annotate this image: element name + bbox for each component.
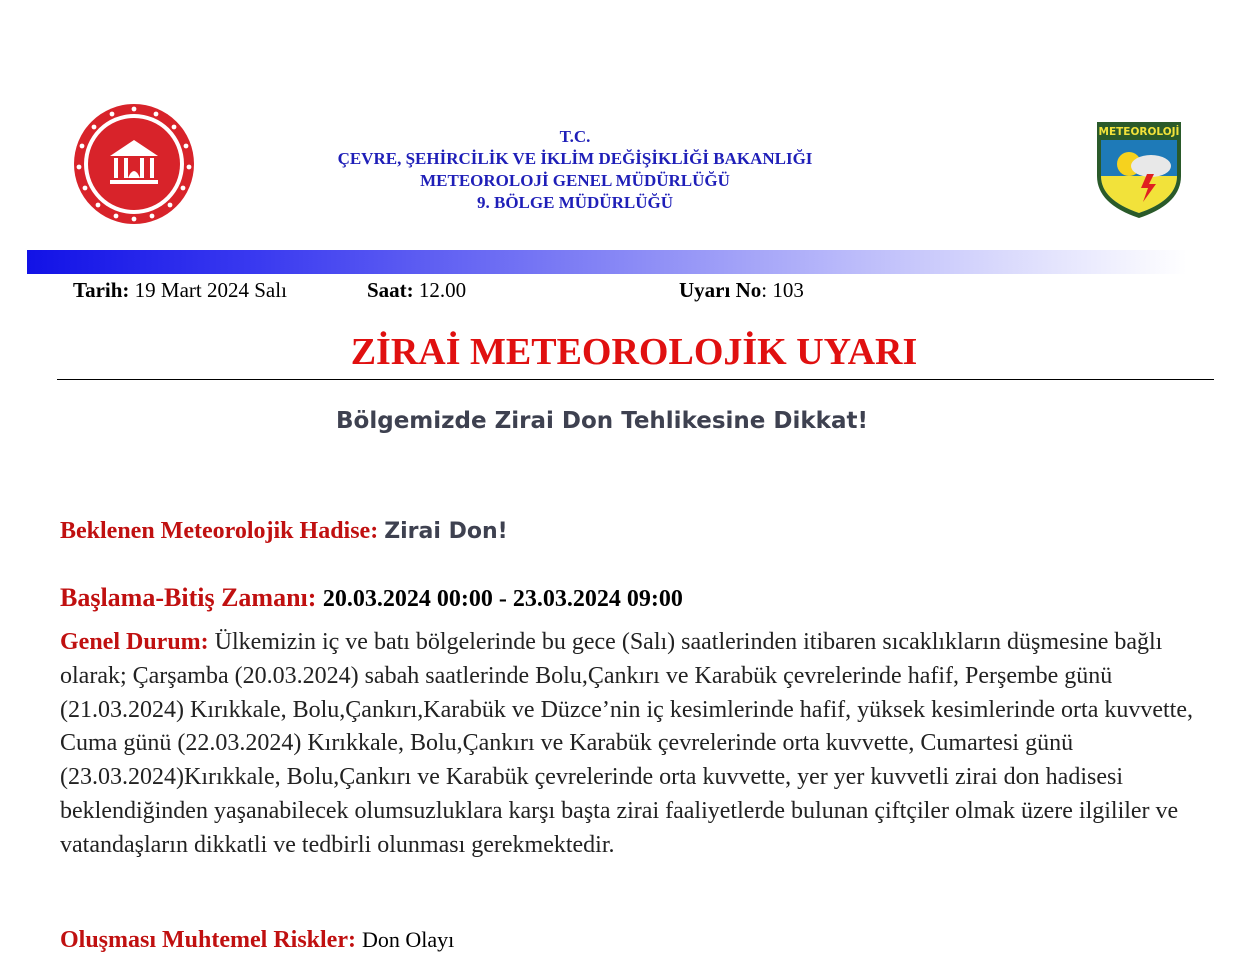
date-field [73, 278, 287, 303]
page-title: ZİRAİ METEOROLOJİK UYARI [350, 331, 918, 373]
time-label: Saat: [367, 278, 414, 302]
warning-number-field [679, 278, 804, 303]
ministry-logo [70, 100, 198, 228]
time-field [367, 278, 466, 303]
ministry-emblem-icon [70, 100, 198, 228]
header-block [240, 126, 910, 214]
possible-risks [60, 927, 454, 954]
warning-value: 103 [772, 278, 804, 302]
expected-event [60, 518, 508, 545]
meteorology-shield-icon [1093, 118, 1185, 220]
warning-separator: : [761, 278, 768, 302]
header-tc: T.C. [559, 127, 591, 146]
general-situation-text: Ülkemizin iç ve batı bölgelerinde bu gece (Salı) saatlerinden itibaren sıcaklıkların düşmesine bağlı olarak; Çarşamba (20.03.2024) sabah saatlerinde Bolu,Çankırı ve Karabük çevrelerinde hafif, Perşembe günü (21.03.2024) Kırıkkale, Bolu,Çankırı,Karabük ve Düzce’nin iç kesimlerinde hafif, yüksek kesimlerinde orta kuvvette, Cuma günü (22.03.2024) Kırıkkale, Bolu,Çankırı ve Karabük çevrelerinde orta kuvvette, Cumartesi günü (23.03.2024)Kırıkkale, Bolu,Çankırı ve Karabük çevrelerinde orta kuvvette, yer yer kuvvetli zirai don hadisesi beklendiğinden yaşanabilecek olumsuzluklara karşı başta zirai faaliyetlerde bulunan çiftçiler olmak üzere ilgililer ve vatandaşların dikkatli ve tedbirli olunması gerekmektedir. [60, 629, 1194, 858]
start-end-time-label: Başlama-Bitiş Zamanı: [60, 583, 317, 612]
header-region: 9. BÖLGE MÜDÜRLÜĞÜ [477, 193, 673, 212]
page-subtitle: Bölgemizde Zirai Don Tehlikesine Dikkat! [336, 408, 868, 434]
date-value: 19 Mart 2024 Salı [134, 278, 287, 302]
header-directorate: METEOROLOJİ GENEL MÜDÜRLÜĞÜ [420, 171, 730, 190]
warning-label: Uyarı No [679, 278, 762, 302]
start-end-time-value: 20.03.2024 00:00 - 23.03.2024 09:00 [322, 586, 683, 612]
meteorology-logo [1093, 118, 1185, 220]
header-gradient-bar [27, 250, 1187, 274]
header-ministry: ÇEVRE, ŞEHİRCİLİK VE İKLİM DEĞİŞİKLİĞİ BAKANLIĞI [337, 149, 813, 168]
meteorology-logo-text: METEOROLOJİ [1098, 126, 1180, 138]
start-end-time [60, 583, 683, 613]
possible-risks-label: Oluşması Muhtemel Riskler: [60, 927, 356, 953]
expected-event-label: Beklenen Meteorolojik Hadise: [60, 518, 379, 544]
title-divider [57, 379, 1214, 380]
date-label: Tarih: [73, 278, 130, 302]
possible-risks-value: Don Olayı [361, 927, 455, 952]
general-situation-label: Genel Durum: [60, 629, 209, 655]
general-situation [60, 626, 1210, 863]
time-value: 12.00 [418, 278, 467, 302]
expected-event-value: Zirai Don! [384, 519, 508, 544]
